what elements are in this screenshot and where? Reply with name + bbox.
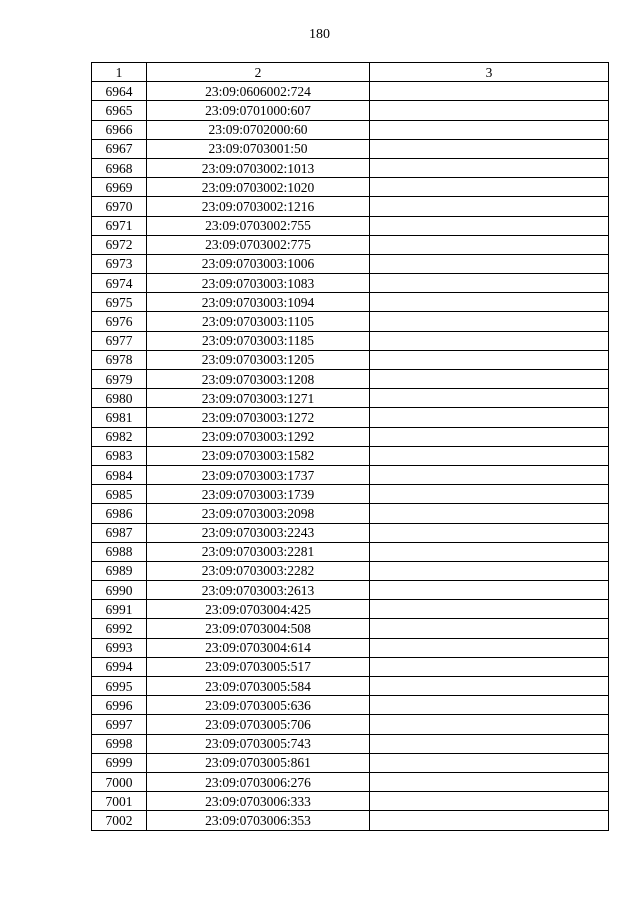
note-cell xyxy=(370,120,609,139)
cadastral-number-cell: 23:09:0703006:353 xyxy=(147,811,370,830)
cadastral-number-cell: 23:09:0703005:861 xyxy=(147,753,370,772)
cadastral-number-cell: 23:09:0703004:425 xyxy=(147,600,370,619)
column-header-1: 1 xyxy=(92,63,147,82)
table-row xyxy=(92,197,609,216)
cadastral-number-cell: 23:09:0703003:2281 xyxy=(147,542,370,561)
note-cell xyxy=(370,370,609,389)
cadastral-number-cell: 23:09:0703003:1292 xyxy=(147,427,370,446)
table-row xyxy=(92,235,609,254)
note-cell xyxy=(370,581,609,600)
cadastral-number-cell: 23:09:0703006:276 xyxy=(147,772,370,791)
note-cell xyxy=(370,696,609,715)
note-cell xyxy=(370,139,609,158)
cadastral-number-cell: 23:09:0703003:2243 xyxy=(147,523,370,542)
note-cell xyxy=(370,427,609,446)
row-number-cell: 6983 xyxy=(92,446,147,465)
table-row xyxy=(92,216,609,235)
table-row xyxy=(92,657,609,676)
note-cell xyxy=(370,600,609,619)
column-header-2: 2 xyxy=(147,63,370,82)
note-cell xyxy=(370,350,609,369)
table-row xyxy=(92,101,609,120)
row-number-cell: 6977 xyxy=(92,331,147,350)
note-cell xyxy=(370,158,609,177)
row-number-cell: 6972 xyxy=(92,235,147,254)
row-number-cell: 6991 xyxy=(92,600,147,619)
table-row xyxy=(92,561,609,580)
note-cell xyxy=(370,811,609,830)
row-number-cell: 6997 xyxy=(92,715,147,734)
table-row xyxy=(92,504,609,523)
table-row xyxy=(92,178,609,197)
cadastral-number-cell: 23:09:0703005:517 xyxy=(147,657,370,676)
cadastral-number-cell: 23:09:0703003:2613 xyxy=(147,581,370,600)
note-cell xyxy=(370,561,609,580)
note-cell xyxy=(370,389,609,408)
table-row xyxy=(92,427,609,446)
row-number-cell: 6978 xyxy=(92,350,147,369)
table-row xyxy=(92,619,609,638)
note-cell xyxy=(370,753,609,772)
row-number-cell: 6989 xyxy=(92,561,147,580)
table-row xyxy=(92,677,609,696)
note-cell xyxy=(370,408,609,427)
row-number-cell: 7002 xyxy=(92,811,147,830)
row-number-cell: 6975 xyxy=(92,293,147,312)
row-number-cell: 7000 xyxy=(92,772,147,791)
row-number-cell: 6987 xyxy=(92,523,147,542)
cadastral-number-cell: 23:09:0701000:607 xyxy=(147,101,370,120)
table-row xyxy=(92,542,609,561)
cadastral-number-cell: 23:09:0703003:1083 xyxy=(147,274,370,293)
note-cell xyxy=(370,504,609,523)
cadastral-number-cell: 23:09:0703003:1185 xyxy=(147,331,370,350)
table-row xyxy=(92,523,609,542)
cadastral-number-cell: 23:09:0606002:724 xyxy=(147,82,370,101)
note-cell xyxy=(370,677,609,696)
cadastral-number-cell: 23:09:0703001:50 xyxy=(147,139,370,158)
cadastral-number-cell: 23:09:0703003:1739 xyxy=(147,485,370,504)
table-row xyxy=(92,811,609,830)
row-number-cell: 6964 xyxy=(92,82,147,101)
note-cell xyxy=(370,82,609,101)
row-number-cell: 6969 xyxy=(92,178,147,197)
note-cell xyxy=(370,792,609,811)
row-number-cell: 6980 xyxy=(92,389,147,408)
row-number-cell: 6986 xyxy=(92,504,147,523)
cadastral-number-cell: 23:09:0703003:1205 xyxy=(147,350,370,369)
cadastral-number-cell: 23:09:0703002:1013 xyxy=(147,158,370,177)
cadastral-number-cell: 23:09:0702000:60 xyxy=(147,120,370,139)
table-row xyxy=(92,581,609,600)
note-cell xyxy=(370,235,609,254)
table-row xyxy=(92,753,609,772)
row-number-cell: 6990 xyxy=(92,581,147,600)
row-number-cell: 6967 xyxy=(92,139,147,158)
note-cell xyxy=(370,523,609,542)
table-row xyxy=(92,350,609,369)
note-cell xyxy=(370,657,609,676)
row-number-cell: 6966 xyxy=(92,120,147,139)
note-cell xyxy=(370,772,609,791)
header-row xyxy=(92,63,609,82)
table-row xyxy=(92,638,609,657)
note-cell xyxy=(370,638,609,657)
row-number-cell: 6988 xyxy=(92,542,147,561)
table-row xyxy=(92,274,609,293)
row-number-cell: 6995 xyxy=(92,677,147,696)
cadastral-number-cell: 23:09:0703003:1208 xyxy=(147,370,370,389)
row-number-cell: 6982 xyxy=(92,427,147,446)
cadastral-number-cell: 23:09:0703003:1737 xyxy=(147,465,370,484)
note-cell xyxy=(370,331,609,350)
table-row xyxy=(92,331,609,350)
note-cell xyxy=(370,619,609,638)
cadastral-number-cell: 23:09:0703003:1105 xyxy=(147,312,370,331)
table-row xyxy=(92,82,609,101)
cadastral-number-cell: 23:09:0703006:333 xyxy=(147,792,370,811)
table-row xyxy=(92,254,609,273)
note-cell xyxy=(370,446,609,465)
table-row xyxy=(92,600,609,619)
cadastral-number-cell: 23:09:0703003:1094 xyxy=(147,293,370,312)
cadastral-number-cell: 23:09:0703003:1006 xyxy=(147,254,370,273)
row-number-cell: 6976 xyxy=(92,312,147,331)
row-number-cell: 7001 xyxy=(92,792,147,811)
table-row xyxy=(92,446,609,465)
table-row xyxy=(92,696,609,715)
registry-table xyxy=(91,62,609,831)
row-number-cell: 6994 xyxy=(92,657,147,676)
row-number-cell: 6998 xyxy=(92,734,147,753)
cadastral-number-cell: 23:09:0703002:1020 xyxy=(147,178,370,197)
table-row xyxy=(92,715,609,734)
row-number-cell: 6996 xyxy=(92,696,147,715)
cadastral-number-cell: 23:09:0703003:1271 xyxy=(147,389,370,408)
note-cell xyxy=(370,312,609,331)
row-number-cell: 6974 xyxy=(92,274,147,293)
row-number-cell: 6992 xyxy=(92,619,147,638)
cadastral-number-cell: 23:09:0703004:614 xyxy=(147,638,370,657)
row-number-cell: 6985 xyxy=(92,485,147,504)
column-header-3: 3 xyxy=(370,63,609,82)
row-number-cell: 6999 xyxy=(92,753,147,772)
note-cell xyxy=(370,274,609,293)
cadastral-number-cell: 23:09:0703005:584 xyxy=(147,677,370,696)
note-cell xyxy=(370,178,609,197)
table-row xyxy=(92,293,609,312)
cadastral-number-cell: 23:09:0703003:2098 xyxy=(147,504,370,523)
table-row xyxy=(92,312,609,331)
table-row xyxy=(92,389,609,408)
table-row xyxy=(92,370,609,389)
note-cell xyxy=(370,101,609,120)
note-cell xyxy=(370,254,609,273)
note-cell xyxy=(370,734,609,753)
cadastral-number-cell: 23:09:0703002:755 xyxy=(147,216,370,235)
table-row xyxy=(92,139,609,158)
row-number-cell: 6970 xyxy=(92,197,147,216)
table-body xyxy=(92,82,609,830)
row-number-cell: 6968 xyxy=(92,158,147,177)
page-number: 180 xyxy=(309,27,330,42)
cadastral-number-cell: 23:09:0703002:775 xyxy=(147,235,370,254)
table-row xyxy=(92,408,609,427)
table-row xyxy=(92,485,609,504)
note-cell xyxy=(370,197,609,216)
cadastral-number-cell: 23:09:0703005:636 xyxy=(147,696,370,715)
note-cell xyxy=(370,293,609,312)
table-row xyxy=(92,465,609,484)
cadastral-number-cell: 23:09:0703005:706 xyxy=(147,715,370,734)
note-cell xyxy=(370,485,609,504)
note-cell xyxy=(370,465,609,484)
cadastral-number-cell: 23:09:0703003:1582 xyxy=(147,446,370,465)
row-number-cell: 6981 xyxy=(92,408,147,427)
table-row xyxy=(92,120,609,139)
cadastral-number-cell: 23:09:0703003:2282 xyxy=(147,561,370,580)
cadastral-number-cell: 23:09:0703004:508 xyxy=(147,619,370,638)
cadastral-number-cell: 23:09:0703002:1216 xyxy=(147,197,370,216)
row-number-cell: 6984 xyxy=(92,465,147,484)
note-cell xyxy=(370,715,609,734)
table-row xyxy=(92,734,609,753)
note-cell xyxy=(370,216,609,235)
table-row xyxy=(92,792,609,811)
cadastral-number-cell: 23:09:0703005:743 xyxy=(147,734,370,753)
row-number-cell: 6971 xyxy=(92,216,147,235)
table-row xyxy=(92,158,609,177)
row-number-cell: 6973 xyxy=(92,254,147,273)
cadastral-number-cell: 23:09:0703003:1272 xyxy=(147,408,370,427)
row-number-cell: 6965 xyxy=(92,101,147,120)
row-number-cell: 6979 xyxy=(92,370,147,389)
table-row xyxy=(92,772,609,791)
note-cell xyxy=(370,542,609,561)
row-number-cell: 6993 xyxy=(92,638,147,657)
